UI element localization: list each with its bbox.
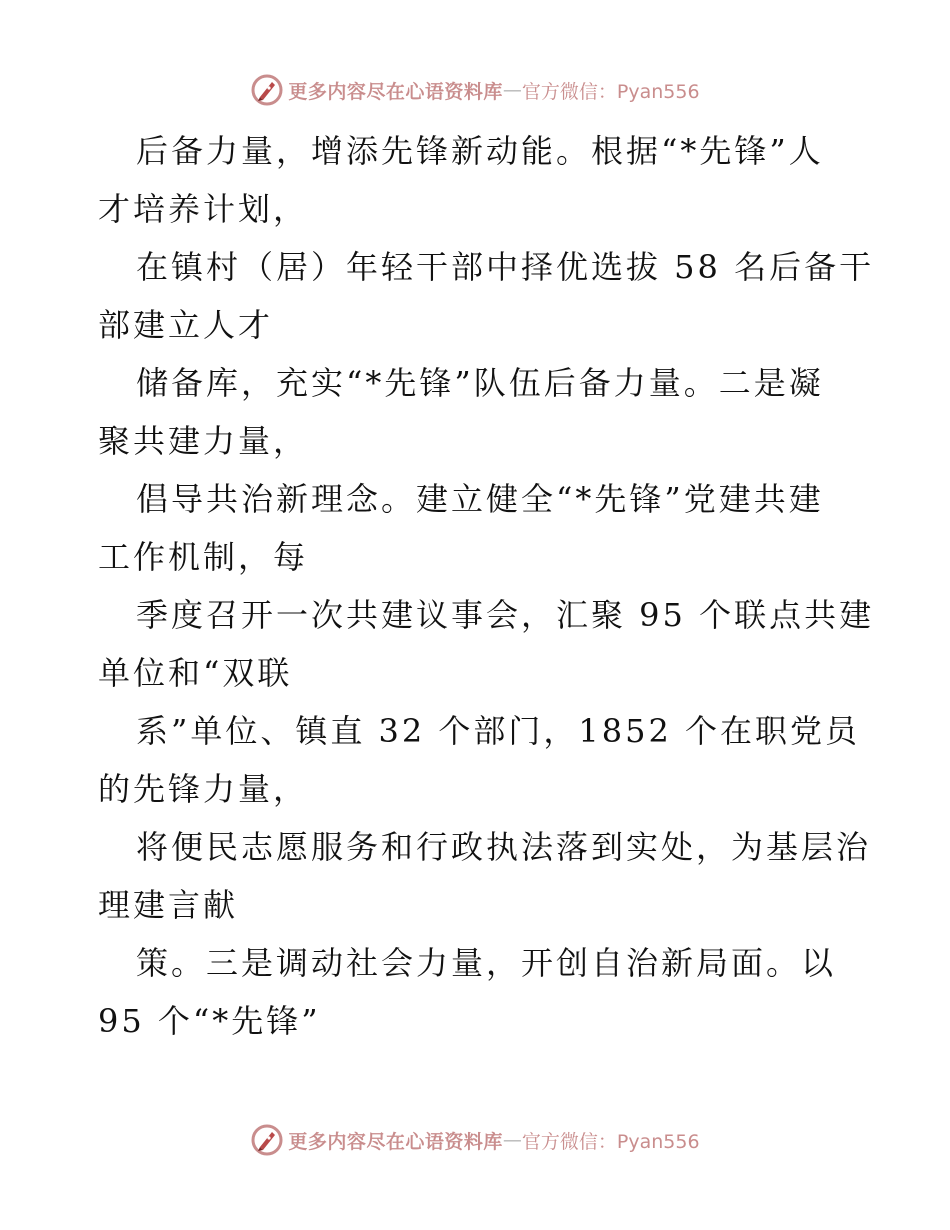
body-line: 策。三是调动社会力量，开创自治新局面。以	[136, 944, 837, 982]
body-line: 工作机制，每	[98, 538, 309, 576]
body-line: 在镇村（居）年轻干部中择优选拔 58 名后备干	[136, 248, 875, 286]
watermark-contact: 官方微信：Pyan556	[521, 80, 700, 103]
watermark-text: 更多内容尽在心语资料库	[288, 80, 503, 103]
body-line: 部建立人才	[98, 306, 274, 344]
pen-nib-circle-icon	[250, 1123, 284, 1157]
body-line: 理建言献	[98, 886, 239, 924]
body-line: 将便民志愿服务和行政执法落到实处，为基层治	[136, 828, 872, 866]
watermark-separator: —	[502, 1129, 522, 1151]
header-watermark	[0, 70, 950, 110]
body-line: 95 个“*先锋”	[98, 1002, 321, 1040]
footer-watermark	[0, 1120, 950, 1160]
pen-nib-circle-icon	[250, 73, 284, 107]
body-line: 聚共建力量，	[98, 422, 309, 460]
body-line: 倡导共治新理念。建立健全“*先锋”党建共建	[136, 480, 824, 518]
watermark-text: 更多内容尽在心语资料库	[288, 1130, 503, 1153]
body-line: 后备力量，增添先锋新动能。根据“*先锋”人	[136, 132, 824, 170]
watermark-contact: 官方微信：Pyan556	[521, 1130, 700, 1153]
document-body	[98, 122, 875, 1050]
body-line: 储备库，充实“*先锋”队伍后备力量。二是凝	[136, 364, 824, 402]
body-line: 系”单位、镇直 32 个部门，1852 个在职党员	[136, 712, 861, 750]
watermark-separator: —	[502, 79, 522, 101]
body-line: 季度召开一次共建议事会，汇聚 95 个联点共建	[136, 596, 875, 634]
body-line: 才培养计划，	[98, 190, 309, 228]
body-line: 的先锋力量，	[98, 770, 309, 808]
body-line: 单位和“双联	[98, 654, 293, 692]
